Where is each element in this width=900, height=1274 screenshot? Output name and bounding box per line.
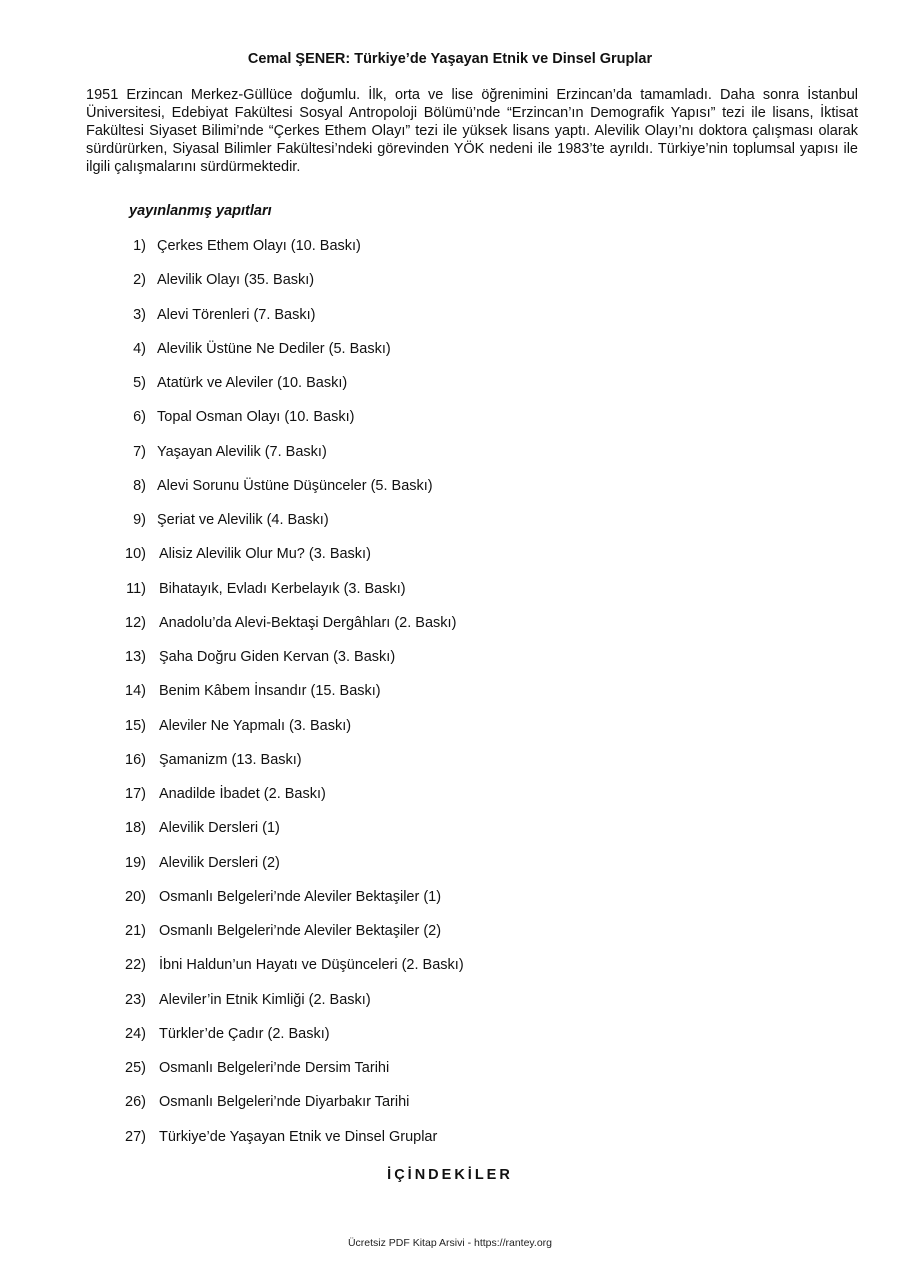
works-list-item	[0, 887, 900, 921]
list-item-title: Alevilik Üstüne Ne Dediler (5. Baskı)	[157, 340, 391, 357]
list-item-title: Alisiz Alevilik Olur Mu? (3. Baskı)	[159, 546, 371, 563]
list-item-number: 9)	[133, 512, 146, 528]
works-list-item	[0, 544, 900, 578]
list-item-number: 23)	[125, 991, 146, 1008]
list-item-number: 10)	[125, 546, 146, 563]
list-item-number: 8)	[133, 477, 146, 494]
list-item-number: 1)	[133, 238, 146, 254]
works-list-item	[0, 1127, 900, 1161]
works-list-item	[0, 784, 900, 818]
list-item-number: 2)	[133, 272, 146, 289]
page-title: Cemal ŞENER: Türkiye’de Yaşayan Etnik ve Dinsel Gruplar	[247, 51, 653, 67]
list-item-title: Şaha Doğru Giden Kervan (3. Baskı)	[159, 649, 396, 665]
works-list-item	[0, 1058, 900, 1092]
list-item-number: 20)	[125, 888, 146, 905]
list-item-number: 3)	[133, 306, 146, 323]
list-item-number: 18)	[125, 820, 146, 837]
works-list-item	[0, 236, 900, 270]
list-item-title: Aleviler’in Etnik Kimliği (2. Baskı)	[159, 991, 371, 1008]
works-list-item	[0, 476, 900, 510]
works-heading: yayınlanmış yapıtları	[129, 203, 272, 219]
list-item-number: 13)	[125, 649, 146, 665]
list-item-number: 24)	[125, 1025, 146, 1042]
list-item-title: Topal Osman Olayı (10. Baskı)	[157, 409, 355, 426]
list-item-number: 21)	[125, 923, 146, 939]
works-list-item	[0, 990, 900, 1024]
works-list-item	[0, 373, 900, 407]
list-item-title: Türkler’de Çadır (2. Baskı)	[159, 1025, 330, 1042]
author-biography: 1951 Erzincan Merkez-Güllüce doğumlu. İlk, orta ve lise öğrenimini Erzincan’da tamamladı. Daha sonra İstanbul Üniversitesi, Edebiyat Fakültesi Sosyal Antropoloji Bölümü’nde “Erzincan’ın Demografik Yapısı” tezi ile lisans, İktisat Fakültesi Siyaset Bilimi’nde “Çerkes Ethem Olayı” tezi ile yüksek lisans yaptı. Alevilik Olayı’nı doktora çalışması olarak sürdürürken, Siyasal Bilimler Fakültesi’ndeki görevinden YÖK nedeni ile 1983’te ayrıldı. Türkiye’nin toplumsal yapısı ile ilgili çalışmalarını sürdürmektedir.	[86, 87, 858, 175]
list-item-title: Osmanlı Belgeleri’nde Diyarbakır Tarihi	[159, 1094, 410, 1111]
list-item-title: Osmanlı Belgeleri’nde Aleviler Bektaşiler (1)	[159, 888, 442, 905]
list-item-title: Bihatayık, Evladı Kerbelayık (3. Baskı)	[159, 580, 406, 597]
list-item-title: İbni Haldun’un Hayatı ve Düşünceleri (2. Baskı)	[159, 957, 464, 974]
list-item-number: 12)	[125, 614, 146, 631]
list-item-title: Alevi Sorunu Üstüne Düşünceler (5. Baskı)	[157, 477, 433, 494]
list-item-number: 27)	[125, 1128, 146, 1145]
list-item-number: 15)	[125, 717, 146, 734]
works-list-item	[0, 579, 900, 613]
works-list-item	[0, 716, 900, 750]
list-item-title: Alevilik Dersleri (1)	[159, 820, 280, 837]
list-item-title: Yaşayan Alevilik (7. Baskı)	[157, 443, 327, 460]
page-footer: Ücretsiz PDF Kitap Arsivi - https://rantey.org	[347, 1237, 553, 1249]
works-list-item	[0, 681, 900, 715]
list-item-title: Şamanizm (13. Baskı)	[159, 751, 302, 768]
list-item-number: 22)	[125, 957, 146, 974]
works-list-item	[0, 305, 900, 339]
works-list-item	[0, 407, 900, 441]
works-list-item	[0, 339, 900, 373]
list-item-title: Atatürk ve Aleviler (10. Baskı)	[157, 375, 348, 391]
works-list-item	[0, 853, 900, 887]
works-list-item	[0, 647, 900, 681]
list-item-title: Osmanlı Belgeleri’nde Dersim Tarihi	[159, 1060, 390, 1076]
works-list-item	[0, 955, 900, 989]
list-item-number: 14)	[125, 683, 146, 700]
works-list-item	[0, 270, 900, 304]
works-list-item	[0, 613, 900, 647]
list-item-number: 5)	[133, 375, 146, 391]
list-item-number: 4)	[133, 340, 146, 357]
list-item-title: Şeriat ve Alevilik (4. Baskı)	[157, 512, 329, 528]
works-list-item	[0, 510, 900, 544]
list-item-title: Çerkes Ethem Olayı (10. Baskı)	[157, 238, 361, 254]
list-item-title: Alevi Törenleri (7. Baskı)	[157, 306, 316, 323]
works-list-item	[0, 750, 900, 784]
list-item-number: 25)	[125, 1060, 146, 1076]
list-item-number: 17)	[125, 786, 146, 802]
list-item-number: 19)	[125, 854, 146, 871]
list-item-number: 16)	[125, 751, 146, 768]
list-item-title: Alevilik Olayı (35. Baskı)	[157, 272, 315, 289]
list-item-title: Benim Kâbem İnsandır (15. Baskı)	[159, 683, 381, 700]
list-item-title: Anadolu’da Alevi-Bektaşi Dergâhları (2. Baskı)	[159, 614, 457, 631]
list-item-title: Türkiye’de Yaşayan Etnik ve Dinsel Gruplar	[159, 1128, 438, 1145]
works-list-item	[0, 1092, 900, 1126]
list-item-number: 11)	[126, 580, 146, 597]
list-item-number: 7)	[133, 443, 146, 460]
works-list-item	[0, 1024, 900, 1058]
list-item-number: 6)	[133, 409, 146, 426]
list-item-title: Alevilik Dersleri (2)	[159, 854, 280, 871]
list-item-number: 26)	[125, 1094, 146, 1111]
works-list-item	[0, 818, 900, 852]
works-list-item	[0, 921, 900, 955]
works-list-item	[0, 442, 900, 476]
list-item-title: Aleviler Ne Yapmalı (3. Baskı)	[159, 717, 352, 734]
toc-heading: İÇİNDEKİLER	[387, 1167, 513, 1183]
works-list	[0, 236, 900, 1161]
list-item-title: Anadilde İbadet (2. Baskı)	[159, 786, 326, 802]
list-item-title: Osmanlı Belgeleri’nde Aleviler Bektaşiler (2)	[159, 923, 442, 939]
